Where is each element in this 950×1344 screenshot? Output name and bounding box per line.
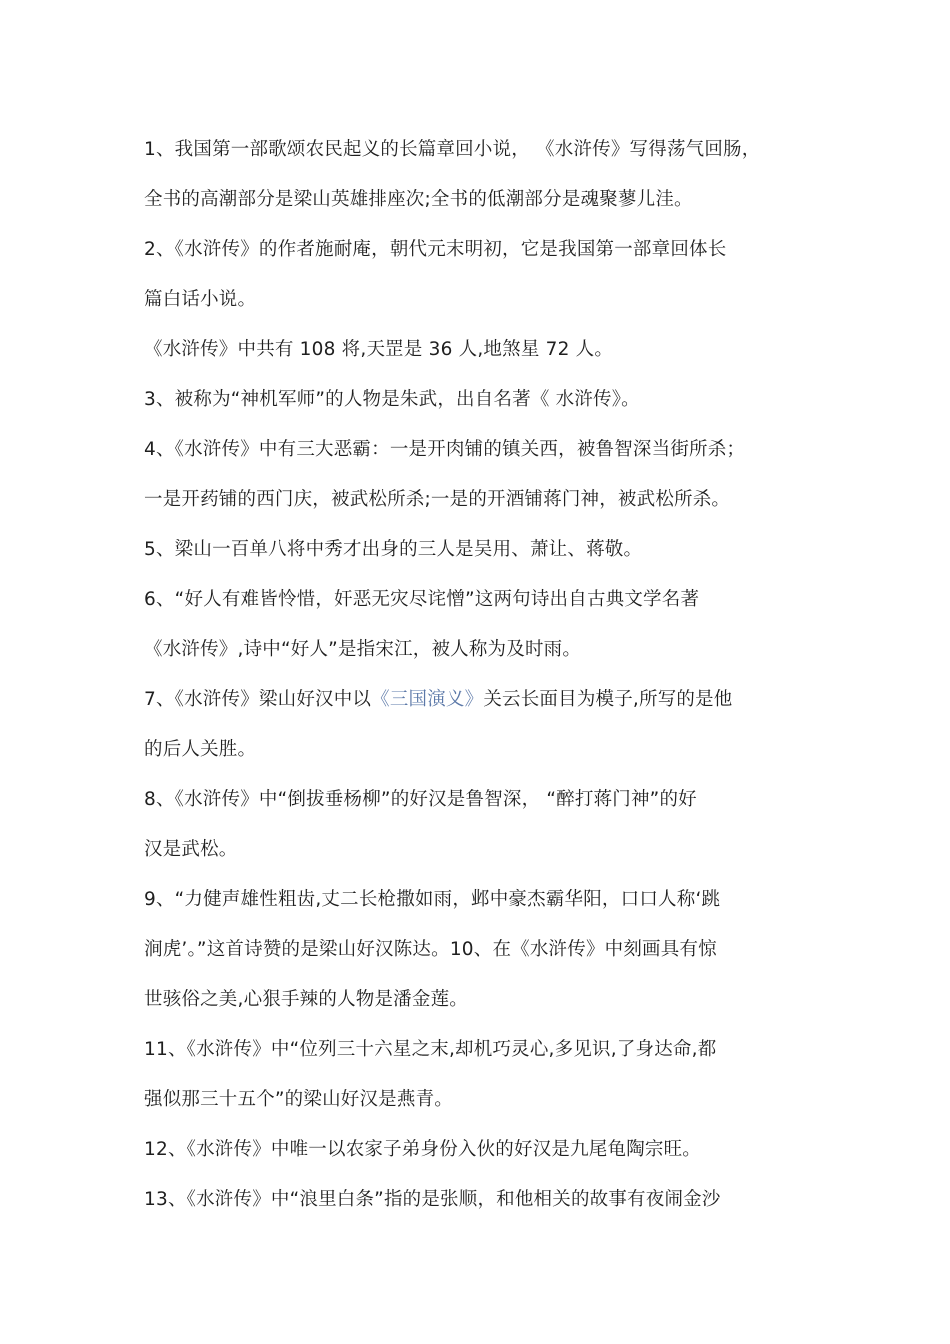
text-line: 《水浒传》中共有 108 将,天罡是 36 人,地煞星 72 人。 (144, 339, 614, 360)
text-line: 3、被称为“神机军师”的人物是朱武，出自名著《 水浒传》。 (144, 389, 640, 410)
text-line: 涧虎’。”这首诗赞的是梁山好汉陈达。10、在《水浒传》中刻画具有惊 (144, 939, 717, 960)
line-suffix: 关云长面目为模子,所写的是他 (483, 689, 733, 710)
text-line-with-link (144, 687, 824, 713)
text-line: 9、“力健声雄性粗齿,丈二长枪撒如雨，邺中豪杰霸华阳，口口人称‘跳 (144, 889, 721, 910)
text-line: 5、梁山一百单八将中秀才出身的三人是吴用、萧让、蒋敬。 (144, 539, 643, 560)
text-line: 4、《水浒传》中有三大恶霸：一是开肉铺的镇关西，被鲁智深当街所杀； (144, 439, 746, 460)
text-line: 1、我国第一部歌颂农民起义的长篇章回小说， 《水浒传》写得荡气回肠， (144, 139, 761, 160)
text-line: 的后人关胜。 (144, 739, 257, 760)
text-line: 13、《水浒传》中“浪里白条”指的是张顺，和他相关的故事有夜闹金沙 (144, 1189, 721, 1210)
text-line: 6、“好人有难皆怜惜，奸恶无灾尽诧憎”这两句诗出自古典文学名著 (144, 589, 700, 610)
text-line: 2、《水浒传》的作者施耐庵，朝代元末明初，它是我国第一部章回体长 (144, 239, 727, 260)
text-line: 11、《水浒传》中“位列三十六星之末,却机巧灵心,多见识,了身达命,都 (144, 1039, 717, 1060)
text-line: 强似那三十五个”的梁山好汉是燕青。 (144, 1089, 453, 1110)
text-line: 一是开药铺的西门庆，被武松所杀;一是的开酒铺蒋门神，被武松所杀。 (144, 489, 731, 510)
line-prefix: 7、《水浒传》梁山好汉中以 (144, 689, 372, 710)
text-line: 世骇俗之美,心狠手辣的人物是潘金莲。 (144, 989, 468, 1010)
text-line: 8、《水浒传》中“倒拔垂杨柳”的好汉是鲁智深， “醉打蒋门神”的好 (144, 789, 697, 810)
sanguo-yanyi-link[interactable]: 《三国演义》 (371, 689, 484, 710)
text-line: 篇白话小说。 (144, 289, 257, 310)
text-line: 12、《水浒传》中唯一以农家子弟身份入伙的好汉是九尾龟陶宗旺。 (144, 1139, 701, 1160)
text-line: 全书的高潮部分是梁山英雄排座次;全书的低潮部分是魂聚蓼儿洼。 (144, 189, 693, 210)
text-line: 汉是武松。 (144, 839, 238, 860)
text-line: 《水浒传》,诗中“好人”是指宋江，被人称为及时雨。 (144, 639, 582, 660)
